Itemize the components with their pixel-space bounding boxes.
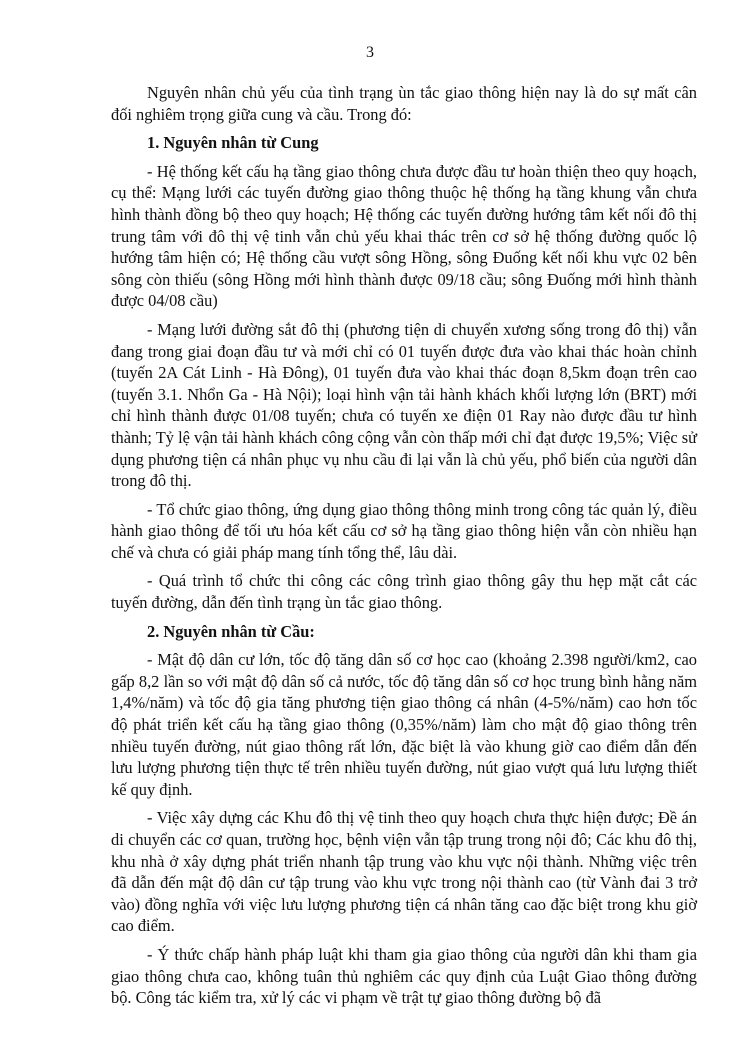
section-2-paragraph-2: - Việc xây dựng các Khu đô thị vệ tinh theo quy hoạch chưa thực hiện được; Đề án di chuyển các cơ quan, trường học, bệnh viện vẫn tập trung trong nội đô; Các khu đô thị, khu nhà ở xây dựng phát triển nhanh tập trung vào khu vực nội thành. Những việc trên đã dẫn đến mật độ dân cư tập trung vào khu vực trong nội thành cao (từ Vành đai 3 trở vào) đồng nghĩa với việc lưu lượng phương tiện cá nhân tăng cao đặc biệt trong khu giờ cao điểm.: [111, 808, 697, 936]
section-1-paragraph-1: - Hệ thống kết cấu hạ tầng giao thông chưa được đầu tư hoàn thiện theo quy hoạch, cụ thể: Mạng lưới các tuyến đường giao thông thuộc hệ thống hạ tầng khung vẫn chưa hình thành đồng bộ theo quy hoạch; Hệ thống các tuyến đường hướng tâm kết nối đô thị trung tâm với đô thị vệ tinh vẫn chủ yếu khai thác trên cơ sở hệ thống đường quốc lộ hướng tâm hiện có; Hệ thống cầu vượt sông Hồng, sông Đuống kết nối khu vực 02 bên sông còn thiếu (sông Hồng mới hình thành được 09/18 cầu; sông Đuống mới hình thành được 04/08 cầu): [111, 161, 697, 311]
page-number: 3: [366, 44, 374, 61]
section-1-paragraph-4: - Quá trình tổ chức thi công các công trình giao thông gây thu hẹp mặt cắt các tuyến đường, dẫn đến tình trạng ùn tắc giao thông.: [111, 571, 697, 613]
section-1-paragraph-3: - Tổ chức giao thông, ứng dụng giao thông thông minh trong công tác quản lý, điều hành giao thông để tối ưu hóa kết cấu cơ sở hạ tầng giao thông hiện vẫn còn nhiều hạn chế và chưa có giải pháp mang tính tổng thể, lâu dài.: [111, 499, 697, 562]
section-2-paragraph-3: - Ý thức chấp hành pháp luật khi tham gia giao thông của người dân khi tham gia giao thông chưa cao, không tuân thủ nghiêm các quy định của Luật Giao thông đường bộ. Công tác kiểm tra, xử lý các vi phạm về trật tự giao thông đường bộ đã: [111, 944, 697, 1008]
document-body: [111, 82, 697, 1016]
section-1-paragraph-2: - Mạng lưới đường sắt đô thị (phương tiện di chuyển xương sống trong đô thị) vẫn đang trong giai đoạn đầu tư và mới chỉ có 01 tuyến được đưa vào khai thác hoàn chỉnh (tuyến 2A Cát Linh - Hà Đông), 01 tuyến đưa vào khai thác đoạn 8,5km đoạn trên cao (tuyến 3.1. Nhổn Ga - Hà Nội); loại hình vận tải hành khách khối lượng lớn (BRT) mới chỉ hình thành được 01/08 tuyến; chưa có tuyến xe điện 01 Ray nào được đầu tư hình thành; Tỷ lệ vận tải hành khách công cộng vẫn còn thấp mới chỉ đạt được 19,5%; Việc sử dụng phương tiện cá nhân phục vụ nhu cầu đi lại vẫn là chủ yếu, phổ biến của người dân trong đô thị.: [111, 319, 697, 491]
intro-paragraph: Nguyên nhân chủ yếu của tình trạng ùn tắc giao thông hiện nay là do sự mất cân đối nghiêm trọng giữa cung và cầu. Trong đó:: [111, 83, 697, 124]
section-2-paragraph-1: - Mật độ dân cư lớn, tốc độ tăng dân số cơ học cao (khoảng 2.398 người/km2, cao gấp 8,2 lần so với mật độ dân số cả nước, tốc độ tăng dân số cơ học trung bình hằng năm 1,4%/năm) và tốc độ gia tăng phương tiện giao thông cá nhân (4-5%/năm) cao hơn tốc độ phát triển kết cấu hạ tầng giao thông (0,35%/năm) làm cho mật độ giao thông trên nhiều tuyến đường, nút giao thông rất lớn, đặc biệt là vào khung giờ cao điểm dẫn đến lưu lượng phương tiện thực tế trên nhiều tuyến đường, nút giao vượt quá lưu lượng thiết kế quy định.: [111, 650, 697, 799]
section-1-heading: 1. Nguyên nhân từ Cung: [147, 133, 319, 153]
section-2-heading: 2. Nguyên nhân từ Cầu:: [147, 621, 315, 641]
